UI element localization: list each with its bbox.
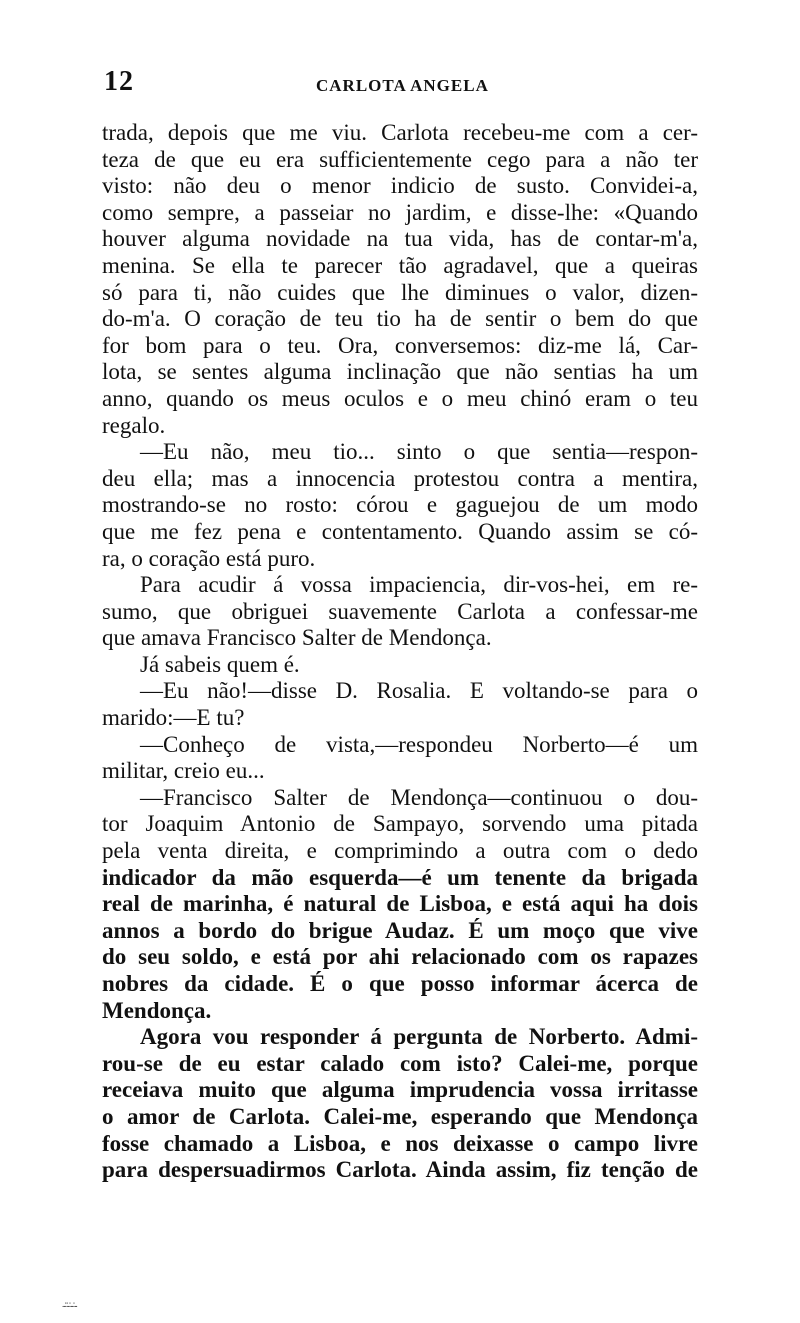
text-line: mostrando-se no rosto: córou e gaguejou de um modo	[102, 492, 698, 518]
text-line: menina. Se ella te parecer tão agradavel, que a queiras	[102, 252, 698, 278]
text-line: pela venta direita, e comprimindo a outra com o dedo	[102, 838, 698, 864]
text-line: indicador da mão esquerda—é um tenente da brigada	[102, 864, 698, 890]
text-line: teza de que eu era sufficientemente cego para a não ter	[102, 146, 698, 172]
text-line: deu ella; mas a innocencia protestou contra a mentira,	[102, 465, 698, 491]
text-line: marido:—E tu?	[102, 705, 245, 731]
text-line: Mendonça.	[102, 997, 212, 1023]
text-line: regalo.	[102, 412, 166, 438]
text-line: militar, creio eu...	[102, 758, 265, 784]
text-line: receiava muito que alguma imprudencia vossa irritasse	[102, 1077, 698, 1103]
text-line: tor Joaquim Antonio de Sampayo, sorvendo uma pitada	[102, 811, 698, 837]
text-line: lota, se sentes alguma inclinação que não sentias ha um	[102, 359, 698, 385]
print-specks: ..::.:..:..	[62, 1300, 77, 1308]
text-line: trada, depois que me viu. Carlota recebeu-me com a cer-	[102, 120, 698, 145]
text-line: que amava Francisco Salter de Mendonça.	[102, 625, 492, 651]
running-title: CARLOTA ANGELA	[316, 76, 489, 95]
body-text	[102, 120, 698, 1184]
text-line: o amor de Carlota. Calei-me, esperando que Mendonça	[102, 1103, 698, 1129]
text-line: do-m'a. O coração de teu tio ha de sentir o bem do que	[102, 306, 698, 332]
text-line: —Francisco Salter de Mendonça—continuou o dou-	[140, 784, 698, 810]
text-line: real de marinha, é natural de Lisboa, e está aqui ha dois	[102, 891, 698, 917]
text-line: ra, o coração está puro.	[102, 545, 316, 571]
text-line: annos a bordo do brigue Audaz. É um moço que vive	[102, 917, 698, 943]
text-line: anno, quando os meus oculos e o meu chinó eram o teu	[102, 385, 698, 411]
text-line: para despersuadirmos Carlota. Ainda assim, fiz tenção de	[102, 1157, 698, 1183]
text-line: Para acudir á vossa impaciencia, dir-vos-hei, em re-	[140, 572, 698, 598]
page-header	[104, 66, 698, 102]
text-line: Agora vou responder á pergunta de Norberto. Admi-	[140, 1024, 698, 1050]
text-line: como sempre, a passeiar no jardim, e disse-lhe: «Quando	[102, 199, 698, 225]
text-line: que me fez pena e contentamento. Quando assim se có-	[102, 518, 698, 544]
page-number: 12	[104, 66, 134, 97]
text-line: houver alguma novidade na tua vida, has de contar-m'a,	[102, 226, 698, 252]
text-line: —Eu não, meu tio... sinto o que sentia—respon-	[140, 439, 698, 465]
text-line: do seu soldo, e está por ahi relacionado com os rapazes	[102, 944, 698, 970]
text-line: só para ti, não cuides que lhe diminues o valor, dizen-	[102, 279, 698, 305]
text-line: —Eu não!—disse D. Rosalia. E voltando-se para o	[140, 678, 698, 704]
text-line: nobres da cidade. É o que posso informar ácerca de	[102, 971, 698, 996]
text-line: fosse chamado a Lisboa, e nos deixasse o campo livre	[102, 1130, 698, 1156]
text-line: for bom para o teu. Ora, conversemos: diz-me lá, Car-	[102, 332, 698, 358]
text-line: visto: não deu o menor indicio de susto. Convidei-a,	[102, 173, 698, 199]
text-line: Já sabeis quem é.	[140, 651, 300, 677]
text-line: rou-se de eu estar calado com isto? Calei-me, porque	[102, 1050, 698, 1076]
text-line: —Conheço de vista,—respondeu Norberto—é um	[140, 731, 698, 757]
text-line: sumo, que obriguei suavemente Carlota a confessar-me	[102, 598, 698, 624]
